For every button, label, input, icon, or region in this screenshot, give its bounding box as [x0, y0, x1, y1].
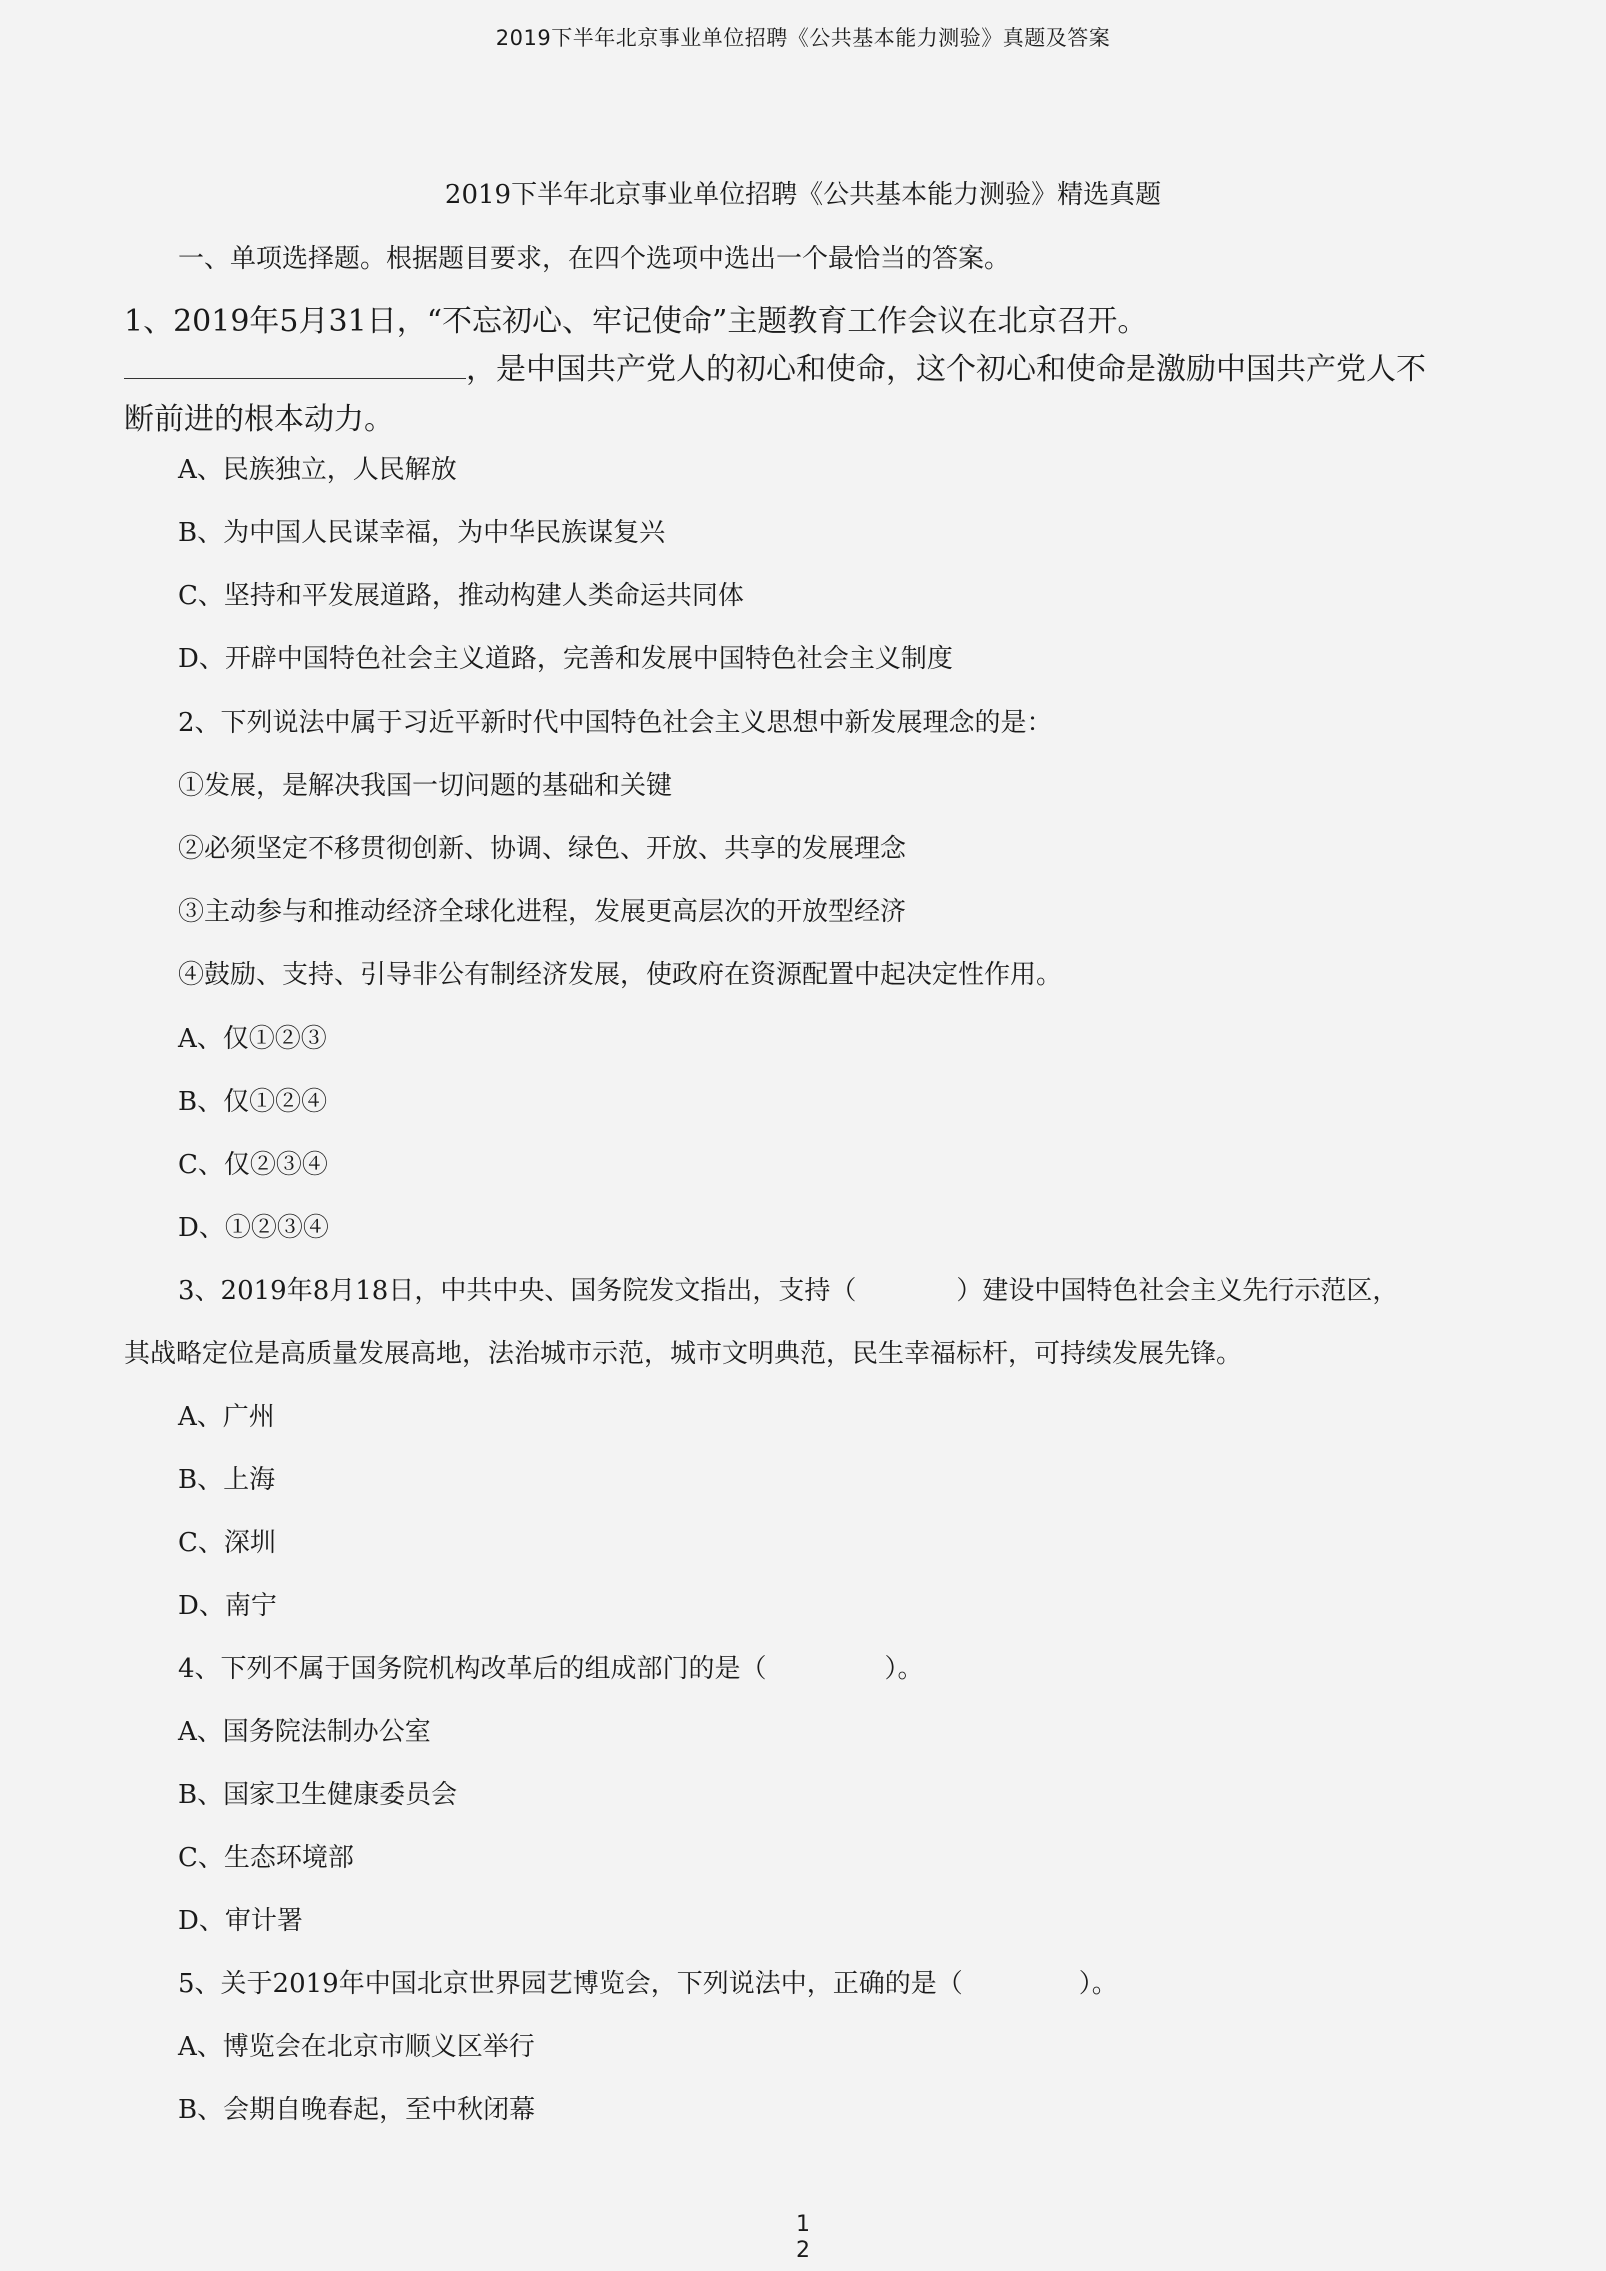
q5-stem-part2: ）。 — [1078, 1969, 1118, 1999]
q4-option-a: A、国务院法制办公室 — [178, 1717, 431, 1747]
q2-option-d: D、①②③④ — [178, 1213, 329, 1243]
q4-option-d: D、审计署 — [178, 1906, 303, 1936]
q3-stem-part2: ）建设中国特色社会主义先行示范区， — [956, 1276, 1399, 1306]
running-header: 2019下半年北京事业单位招聘《公共基本能力测验》真题及答案 — [495, 26, 1111, 50]
q1-option-d: D、开辟中国特色社会主义道路，完善和发展中国特色社会主义制度 — [178, 644, 953, 674]
q3-stem-line1 — [178, 1270, 1398, 1307]
section-heading: 一、单项选择题。根据题目要求，在四个选项中选出一个最恰当的答案。 — [178, 244, 1011, 274]
q1-answer-blank — [124, 352, 466, 379]
q4-stem-part1: 4、下列不属于国务院机构改革后的组成部门的是（ — [178, 1654, 767, 1684]
page-number-line2: 2 — [796, 2238, 810, 2263]
q3-option-d: D、南宁 — [178, 1591, 277, 1621]
q2-item-4: ④鼓励、支持、引导非公有制经济发展，使政府在资源配置中起决定性作用。 — [178, 960, 1063, 990]
q5-stem-part1: 5、关于2019年中国北京世界园艺博览会，下列说法中，正确的是（ — [178, 1969, 963, 1999]
q1-stem-line2-text: ，是中国共产党人的初心和使命，这个初心和使命是激励中国共产党人不 — [466, 352, 1426, 387]
q2-item-2: ②必须坚定不移贯彻创新、协调、绿色、开放、共享的发展理念 — [178, 834, 907, 864]
q5-stem — [178, 1963, 1118, 2000]
q2-option-b: B、仅①②④ — [178, 1087, 328, 1117]
q2-item-1: ①发展，是解决我国一切问题的基础和关键 — [178, 771, 673, 801]
q3-option-b: B、上海 — [178, 1465, 276, 1495]
q3-stem-part1: 3、2019年8月18日，中共中央、国务院发文指出，支持（ — [178, 1276, 857, 1306]
q4-stem-part2: ）。 — [884, 1654, 924, 1684]
q1-option-c: C、坚持和平发展道路，推动构建人类命运共同体 — [178, 581, 744, 611]
q1-stem-line2 — [124, 344, 1426, 388]
q3-option-a: A、广州 — [178, 1402, 275, 1432]
q3-option-c: C、深圳 — [178, 1528, 276, 1558]
q4-option-b: B、国家卫生健康委员会 — [178, 1780, 458, 1810]
q4-stem — [178, 1648, 924, 1685]
q1-stem-line1: 1、2019年5月31日，“不忘初心、牢记使命”主题教育工作会议在北京召开。 — [124, 304, 1148, 339]
q2-item-3: ③主动参与和推动经济全球化进程，发展更高层次的开放型经济 — [178, 897, 907, 927]
q1-stem-line3: 断前进的根本动力。 — [124, 402, 394, 437]
page-number-line1: 1 — [796, 2212, 810, 2237]
q2-option-a: A、仅①②③ — [178, 1024, 327, 1054]
document-title: 2019下半年北京事业单位招聘《公共基本能力测验》精选真题 — [444, 180, 1162, 210]
q1-option-a: A、民族独立，人民解放 — [178, 455, 457, 485]
q1-option-b: B、为中国人民谋幸福，为中华民族谋复兴 — [178, 518, 666, 548]
q2-option-c: C、仅②③④ — [178, 1150, 328, 1180]
q5-option-a: A、博览会在北京市顺义区举行 — [178, 2032, 535, 2062]
q3-stem-line2: 其战略定位是高质量发展高地，法治城市示范，城市文明典范，民生幸福标杆，可持续发展先锋。 — [124, 1339, 1243, 1369]
q4-option-c: C、生态环境部 — [178, 1843, 354, 1873]
q2-stem: 2、下列说法中属于习近平新时代中国特色社会主义思想中新发展理念的是： — [178, 708, 1053, 738]
q5-option-b: B、会期自晚春起，至中秋闭幕 — [178, 2095, 536, 2125]
